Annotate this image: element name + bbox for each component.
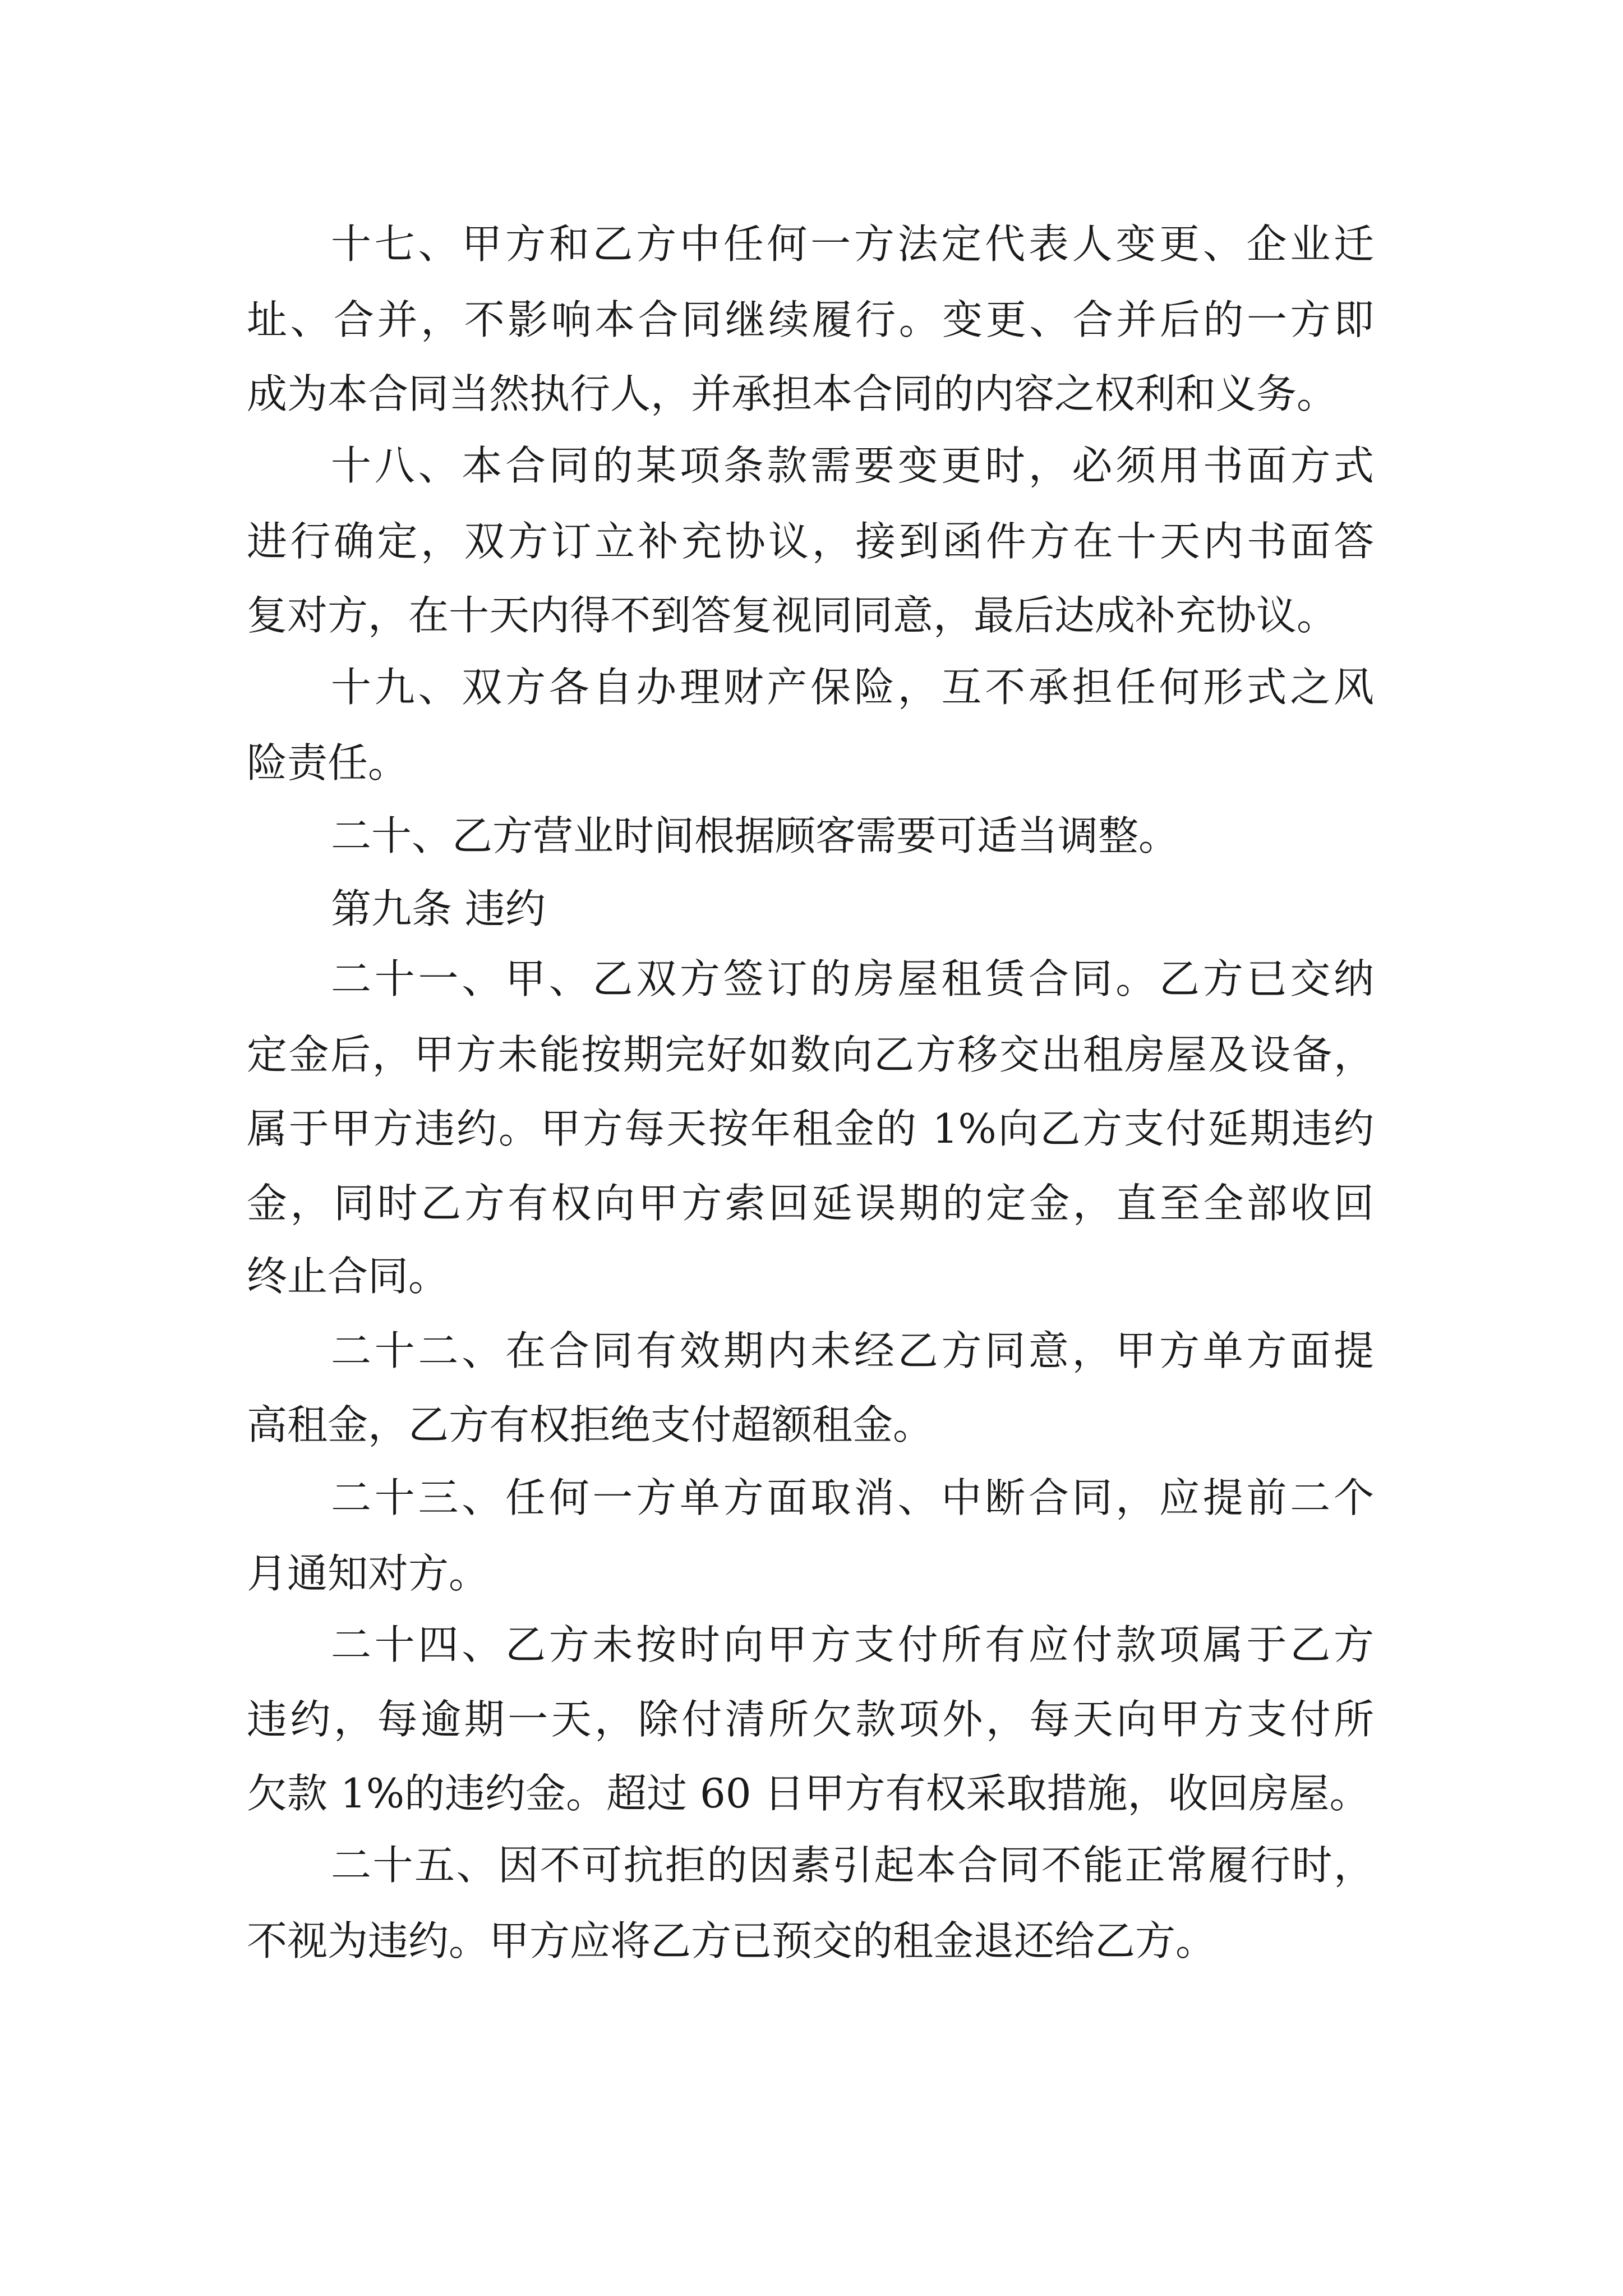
paragraph-line: 十七、甲方和乙方中任何一方法定代表人变更、企业迁 xyxy=(331,220,1374,268)
paragraph-line: 二十二、在合同有效期内未经乙方同意，甲方单方面提 xyxy=(331,1327,1374,1374)
paragraph-line: 十八、本合同的某项条款需要变更时，必须用书面方式 xyxy=(331,442,1374,489)
paragraph-line: 高租金，乙方有权拒绝支付超额租金。 xyxy=(247,1401,934,1448)
paragraph-line: 月通知对方。 xyxy=(247,1550,490,1597)
paragraph-line: 金，同时乙方有权向甲方索回延误期的定金，直至全部收回 xyxy=(247,1180,1374,1227)
paragraph-line: 终止合同。 xyxy=(247,1253,449,1300)
paragraph-line: 属于甲方违约。甲方每天按年租金的 1%向乙方支付延期违约 xyxy=(247,1105,1374,1152)
paragraph-line: 二十一、甲、乙双方签订的房屋租赁合同。乙方已交纳 xyxy=(331,955,1374,1002)
paragraph-line: 险责任。 xyxy=(247,739,409,786)
paragraph-line: 址、合并，不影响本合同继续履行。变更、合并后的一方即 xyxy=(247,296,1374,343)
paragraph-line: 第九条 违约 xyxy=(331,885,546,932)
paragraph-line: 成为本合同当然执行人，并承担本合同的内容之权利和义务。 xyxy=(247,370,1338,417)
paragraph-line: 定金后，甲方未能按期完好如数向乙方移交出租房屋及设备， xyxy=(247,1031,1374,1078)
paragraph-line: 复对方，在十天内得不到答复视同同意，最后达成补充协议。 xyxy=(247,592,1338,639)
paragraph-line: 二十四、乙方未按时向甲方支付所有应付款项属于乙方 xyxy=(331,1621,1374,1668)
paragraph-line: 不视为违约。甲方应将乙方已预交的租金退还给乙方。 xyxy=(247,1917,1216,1964)
paragraph-line: 违约，每逾期一天，除付清所欠款项外，每天向甲方支付所 xyxy=(247,1696,1374,1743)
paragraph-line: 二十、乙方营业时间根据顾客需要可适当调整。 xyxy=(331,812,1179,859)
paragraph-line: 十九、双方各自办理财产保险，互不承担任何形式之风 xyxy=(331,664,1374,711)
paragraph-line: 二十五、因不可抗拒的因素引起本合同不能正常履行时， xyxy=(331,1842,1374,1889)
paragraph-line: 欠款 1%的违约金。超过 60 日甲方有权采取措施，收回房屋。 xyxy=(247,1770,1370,1817)
paragraph-line: 二十三、任何一方单方面取消、中断合同，应提前二个 xyxy=(331,1474,1374,1521)
paragraph-line: 进行确定，双方订立补充协议，接到函件方在十天内书面答 xyxy=(247,518,1374,565)
